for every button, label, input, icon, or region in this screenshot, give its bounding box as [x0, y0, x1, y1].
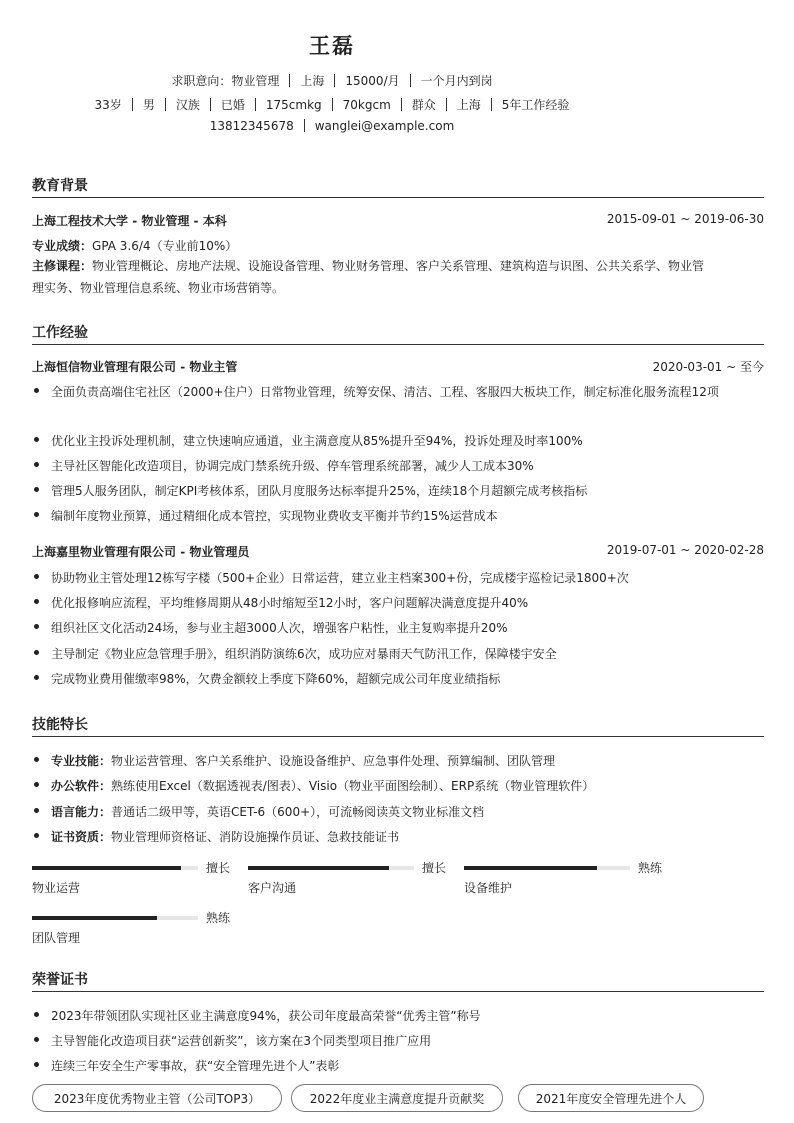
separator [289, 74, 290, 87]
bullet-dot [34, 512, 39, 517]
skill-bar [248, 861, 448, 901]
skill-label: 证书资质： [51, 830, 112, 844]
job-entry: 上海恒信物业管理有限公司 - 物业主管 2020-03-01 ~ 至今 [32, 360, 764, 374]
separator [401, 98, 402, 111]
skill-bar-track [248, 866, 414, 870]
section-divider [32, 197, 764, 198]
separator [132, 98, 133, 111]
bullet-dot [34, 462, 39, 467]
phone: 13812345678 [209, 119, 294, 133]
honor-tag: 2021年度安全管理先进个人 [518, 1084, 704, 1112]
honor-tag: 2022年度业主满意度提升贡献奖 [291, 1084, 503, 1112]
bullet-dot [34, 1037, 39, 1042]
availability: 一个月内到岗 [420, 74, 493, 88]
company-name: 上海嘉里物业管理有限公司 [32, 545, 177, 559]
skill-text: 熟练使用Excel（数据透视表/图表）、Visio（物业平面图绘制）、ERP系统（物业管理软件） [111, 779, 595, 793]
skill-bar-track [32, 866, 198, 870]
bullet-dot [34, 782, 39, 787]
separator [210, 98, 211, 111]
bullet-dot [34, 388, 39, 393]
skill-label: 语言能力： [51, 805, 112, 819]
weight: 70kgcm [342, 98, 391, 112]
bullet-dot [34, 650, 39, 655]
contact-line [0, 119, 664, 133]
skill-name: 团队管理 [32, 931, 81, 945]
bullet-dot [34, 675, 39, 680]
bullet-dot [34, 1062, 39, 1067]
skill-level: 熟练 [206, 911, 231, 925]
job-entry: 上海嘉里物业管理有限公司 - 物业管理员 2019-07-01 ~ 2020-02-28 [32, 543, 764, 559]
section-divider [32, 991, 764, 992]
skill-name: 物业运营 [32, 881, 81, 895]
education-date: 2015-09-01 ~ 2019-06-30 [606, 212, 764, 226]
bullet-dot [34, 833, 39, 838]
bullet-dot [34, 487, 39, 492]
separator [332, 98, 333, 111]
separator [491, 98, 492, 111]
email: wanglei@example.com [314, 119, 455, 133]
job-role: 物业主管 [189, 360, 238, 374]
separator [446, 98, 447, 111]
skill-bar-track [464, 866, 630, 870]
education-courses [32, 255, 764, 299]
bullet-dot [34, 757, 39, 762]
marital-status: 已婚 [220, 98, 245, 112]
education-title: 教育背景 [32, 178, 88, 194]
company-name: 上海恒信物业管理有限公司 [32, 360, 177, 374]
skill-bar [464, 861, 664, 901]
expected-salary: 15000/月 [345, 74, 400, 88]
intent-city: 上海 [300, 74, 325, 88]
height: 175cmkg [265, 98, 322, 112]
resume-page: 王磊 求职意向：物业管理 上海 15000/月 一个月内到岗 33岁 男 汉族 已婚 175cmkg 70kgcm 群众 上海 5年工作经验 13812345678 wanglei@example.com 教育背景 上海工程技术大学 - 物业管理 - 本科 2015-09-01 ~ 2019-06-30 专业成绩：GPA 3.6/4（专业前10%） 主修课程：物业管理概论、房地产法规、设施设备管理、物业财务管理、客户关系管理、建筑构造与识图、公共关系学、物业管 理实务、物业管理信息系统、物业市场营销等。 工作经验 上海恒信物业管理有限公司 - 物业主管 2020-03-01 ~ 至今 全面负责高端住宅社区（2000+住户）日常物业管理，统筹安保、清洁、工程、客服四大板块工作，制定标准化服务流程12项 优化业主投诉处理机制，建立快速响应通道，业主满意度从85%提升至94%，投诉处理及时率100% 主导社区智能化改造项目，协调完成门禁系统升级、停车管理系统部署，减少人工成本30% 管理5人服务团队，制定KPI考核体系，团队月度服务达标率提升25%，连续18个月超额完成考核指标 编制年度物业预算，通过精细化成本管控，实现物业费收支平衡并节约15%运营成本 上海嘉里物业管理有限公司 - 物业管理员 2019-07-01 ~ 2020-02-28 协助物业主管处理12栋写字楼（500+企业）日常运营，建立业主档案300+份，完成楼宇巡检记录1800+次 优化报修响应流程，平均维修周期从48小时缩短至12小时，客户问题解决满意度提升40% 组织社区文化活动24场，参与业主超3000人次，增强客户粘性，业主复购率提升20% 主导制定《物业应急管理手册》，组织消防演练6次，成功应对暴雨天气防汛工作，保障楼宇安全 完成物业费用催缴率98%，欠费金额较上季度下降60%，超额完成公司年度业绩指标 技能特长 专业技能：物业运营管理、客户关系维护、设施设备维护、应急事件处理、预算编制、团队管理 办公软件：熟练使用Excel（数据透视表/图表）、Visio（物业平面图绘制）、ERP系统（物业管理软件） 语言能力：普通话二级甲等，英语CET-6（600+），可流畅阅读英文物业标准文档 证书资质：物业管理师资格证、消防设施操作员证、急救技能证书 擅长 物业运营 擅长 客户沟通 熟练 设备维护 熟练 团队管理 荣誉证书 2023年带领团队实现社区业主满意度94%，获公司年度最高荣誉“优秀主管”称号 主导智能化改造项目获“运营创新奖”，该方案在3个同类型项目推广应用 连续三年安全生产零事故，获“安全管理先进个人”表彰 2023年度优秀物业主管（公司TOP3） 2022年度业主满意度提升贡献奖 2021年度安全管理先进个人 [0, 0, 794, 1123]
skill-text: 物业运营管理、客户关系维护、设施设备维护、应急事件处理、预算编制、团队管理 [111, 754, 556, 768]
skill-name: 设备维护 [464, 881, 513, 895]
age: 33岁 [94, 98, 122, 112]
bullet-dot [34, 599, 39, 604]
job-intent-line [0, 72, 664, 89]
bullet-dot [34, 808, 39, 813]
major: 物业管理 [141, 214, 190, 228]
political-status: 群众 [411, 98, 436, 112]
section-divider [32, 736, 764, 737]
separator [410, 74, 411, 87]
skill-bar [32, 911, 232, 951]
skill-name: 客户沟通 [248, 881, 297, 895]
separator [304, 119, 305, 132]
skill-text: 普通话二级甲等，英语CET-6（600+），可流畅阅读英文物业标准文档 [111, 805, 485, 819]
honor-tag: 2023年度优秀物业主管（公司TOP3） [32, 1084, 282, 1112]
degree: 本科 [202, 214, 227, 228]
bullet-dot [34, 624, 39, 629]
skill-level: 擅长 [422, 861, 447, 875]
education-score [32, 237, 764, 254]
personal-info-line [0, 96, 664, 113]
job-intent: 求职意向：物业管理 [171, 74, 280, 88]
job-role: 物业管理员 [189, 545, 250, 559]
school-name: 上海工程技术大学 [32, 214, 129, 228]
ethnicity: 汉族 [175, 98, 200, 112]
skill-label: 办公软件： [51, 779, 112, 793]
skill-text: 物业管理师资格证、消防设施操作员证、急救技能证书 [111, 830, 400, 844]
section-divider [32, 344, 764, 345]
separator [334, 74, 335, 87]
skills-title: 技能特长 [32, 717, 88, 733]
skill-level: 擅长 [206, 861, 231, 875]
experience-years: 5年工作经验 [501, 98, 570, 112]
skill-bar-fill [248, 866, 389, 870]
score-value: GPA 3.6/4（专业前10%） [92, 239, 238, 253]
education-entry: 上海工程技术大学 - 物业管理 - 本科 2015-09-01 ~ 2019-06-30 [32, 212, 764, 228]
candidate-name: 王磊 [309, 34, 355, 58]
bullet-dot [34, 1012, 39, 1017]
skill-bar-fill [32, 866, 181, 870]
courses-label: 主修课程： [32, 259, 93, 273]
job-date: 2019-07-01 ~ 2020-02-28 [606, 543, 764, 557]
skill-label: 专业技能： [51, 754, 112, 768]
work-title: 工作经验 [32, 325, 88, 341]
bullet-dot [34, 437, 39, 442]
gender: 男 [142, 98, 155, 112]
skill-bar [32, 861, 232, 901]
skill-bar-fill [464, 866, 597, 870]
residence: 上海 [456, 98, 481, 112]
skill-level: 熟练 [638, 861, 663, 875]
separator [165, 98, 166, 111]
honors-title: 荣誉证书 [32, 972, 88, 988]
bullet-dot [34, 574, 39, 579]
separator [255, 98, 256, 111]
courses-line: 理实务、物业管理信息系统、物业市场营销等。 [32, 281, 285, 295]
skill-bar-track [32, 916, 198, 920]
score-label: 专业成绩： [32, 239, 93, 253]
job-date: 2020-03-01 ~ 至今 [652, 360, 764, 374]
skill-bar-fill [32, 916, 157, 920]
courses-line: 物业管理概论、房地产法规、设施设备管理、物业财务管理、客户关系管理、建筑构造与识图、公共关系学、物业管 [92, 259, 705, 273]
